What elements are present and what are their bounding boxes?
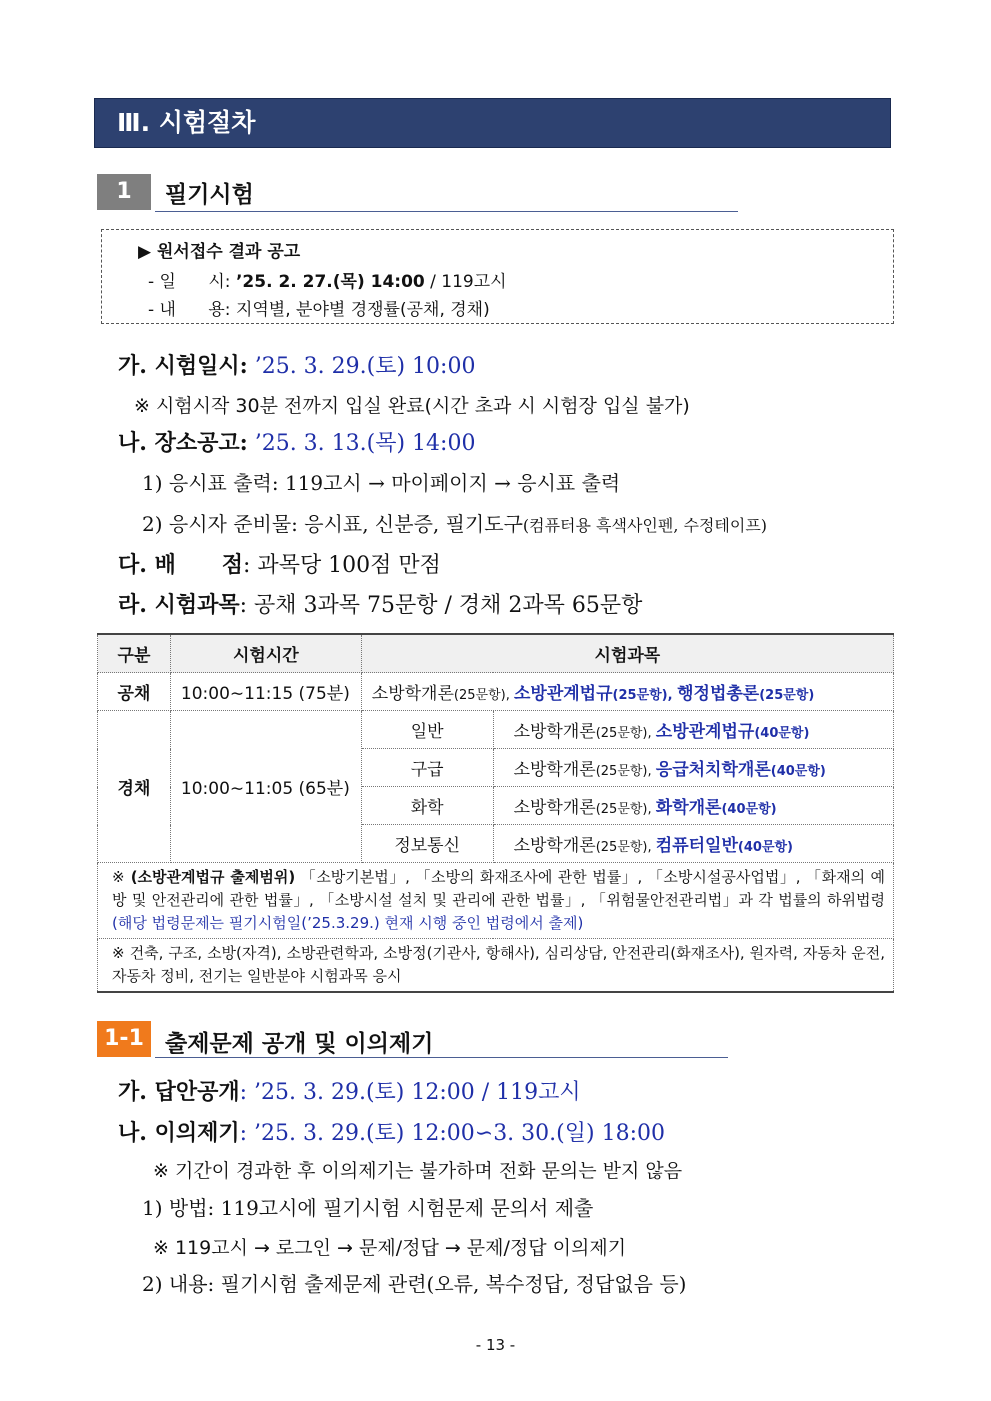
- subjects-cell: 소방학개론(25문항), 소방관계법규(40문항): [493, 711, 893, 749]
- venue-notice-value: ’25. 3. 13.(목) 14:00: [254, 431, 476, 456]
- notice-box: [101, 229, 894, 324]
- objection-item-2: 2) 내용: 필기시험 출제문제 관련(오류, 복수정답, 정답없음 등): [142, 1272, 687, 1296]
- heading-objection: 나. 이의제기: ’25. 3. 29.(토) 12:00∽3. 30.(일) 18:00: [118, 1120, 665, 1146]
- type-gongchae: 공채: [98, 673, 171, 711]
- venue-item-1: 1) 응시표 출력: 119고시 → 마이페이지 → 응시표 출력: [142, 471, 621, 495]
- table-note-row: [98, 939, 894, 993]
- table-row: [98, 711, 894, 749]
- section-banner: [94, 98, 891, 148]
- subsection-number-2: 1-1: [97, 1021, 151, 1057]
- type-gyeongchae: 경채: [98, 711, 171, 863]
- objection-item-1-note: ※ 119고시 → 로그인 → 문제/정답 → 문제/정답 이의제기: [153, 1237, 627, 1259]
- header-subjects: 시험과목: [361, 634, 893, 673]
- heading-subjects: 라. 시험과목: 공채 3과목 75문항 / 경채 2과목 65문항: [118, 592, 643, 618]
- exam-date-note: ※ 시험시작 30분 전까지 입실 완료(시간 초과 시 시험장 입실 불가): [134, 395, 690, 417]
- heading-venue-notice: 나. 장소공고: ’25. 3. 13.(목) 14:00: [118, 430, 476, 456]
- objection-note: ※ 기간이 경과한 후 이의제기는 불가하며 전화 문의는 받지 않음: [153, 1160, 683, 1182]
- field-cell: 정보통신: [361, 825, 493, 863]
- header-time: 시험시간: [170, 634, 361, 673]
- subsection-underline-1: [155, 211, 738, 212]
- subsection-title-1: 필기시험: [165, 182, 254, 208]
- objection-item-1: 1) 방법: 119고시에 필기시험 시험문제 문의서 제출: [142, 1196, 594, 1220]
- table-note-general-field: ※ 건축, 구조, 소방(자격), 소방관련학과, 소방정(기관사, 항해사), 심리상담, 안전관리(화재조사), 원자력, 자동차 운전, 자동차 정비, 전기는 일반분야 시험과목 응시: [98, 939, 894, 993]
- field-cell: 구급: [361, 749, 493, 787]
- field-cell: 일반: [361, 711, 493, 749]
- table-header-row: [98, 634, 894, 673]
- notice-line-date: - 일 시: ’25. 2. 27.(목) 14:00 / 119고시: [148, 272, 507, 292]
- table-note-law-scope: ※ (소방관계법규 출제범위) 「소방기본법」, 「소방의 화재조사에 관한 법률」, 「소방시설공사업법」, 「화재의 예방 및 안전관리에 관한 법률」, 「소방시설 설치 및 관리에 관한 법률」, 「위험물안전관리법」과 각 법률의 하위법령(해당 법령문제는 필기시험일(’25.3.29.) 현재 시행 중인 법령에서 출제): [98, 863, 894, 939]
- subjects-cell: 소방학개론(25문항), 화학개론(40문항): [493, 787, 893, 825]
- field-cell: 화학: [361, 787, 493, 825]
- notice-date-value: ’25. 2. 27.(목) 14:00: [235, 272, 425, 292]
- notice-heading: ▶ 원서접수 결과 공고: [138, 242, 301, 262]
- heading-scoring: 다. 배 점: 과목당 100점 만점: [118, 552, 441, 578]
- answer-release-value: : ’25. 3. 29.(토) 12:00 / 119고시: [239, 1080, 581, 1105]
- subjects-cell: 소방학개론(25문항), 컴퓨터일반(40문항): [493, 825, 893, 863]
- notice-line-content: - 내 용: 지역별, 분야별 경쟁률(공채, 경채): [148, 300, 490, 320]
- subjects-cell: 소방학개론(25문항), 응급처치학개론(40문항): [493, 749, 893, 787]
- header-type: 구분: [98, 634, 171, 673]
- time-gongchae: 10:00∼11:15 (75분): [170, 673, 361, 711]
- heading-answer-release: 가. 답안공개: ’25. 3. 29.(토) 12:00 / 119고시: [118, 1079, 581, 1105]
- exam-subjects-table: [97, 633, 894, 993]
- section-title: Ⅲ. 시험절차: [117, 108, 256, 137]
- triangle-bullet-icon: ▶: [138, 242, 152, 262]
- exam-date-value: ’25. 3. 29.(토) 10:00: [254, 354, 476, 379]
- subsection-underline-2: [155, 1057, 728, 1058]
- table-row: [98, 673, 894, 711]
- venue-item-2: 2) 응시자 준비물: 응시표, 신분증, 필기도구(컴퓨터용 흑색사인펜, 수정테이프): [142, 512, 768, 536]
- objection-period-value: : ’25. 3. 29.(토) 12:00∽3. 30.(일) 18:00: [239, 1121, 665, 1146]
- subjects-gongchae: 소방학개론(25문항), 소방관계법규(25문항), 행정법총론(25문항): [361, 673, 893, 711]
- subsection-number-1: 1: [97, 174, 151, 210]
- table-note-row: [98, 863, 894, 939]
- page-number: - 13 -: [475, 1336, 516, 1354]
- subsection-title-2: 출제문제 공개 및 이의제기: [165, 1031, 434, 1057]
- time-gyeongchae: 10:00∼11:05 (65분): [170, 711, 361, 863]
- heading-exam-date: 가. 시험일시: ’25. 3. 29.(토) 10:00: [118, 353, 476, 379]
